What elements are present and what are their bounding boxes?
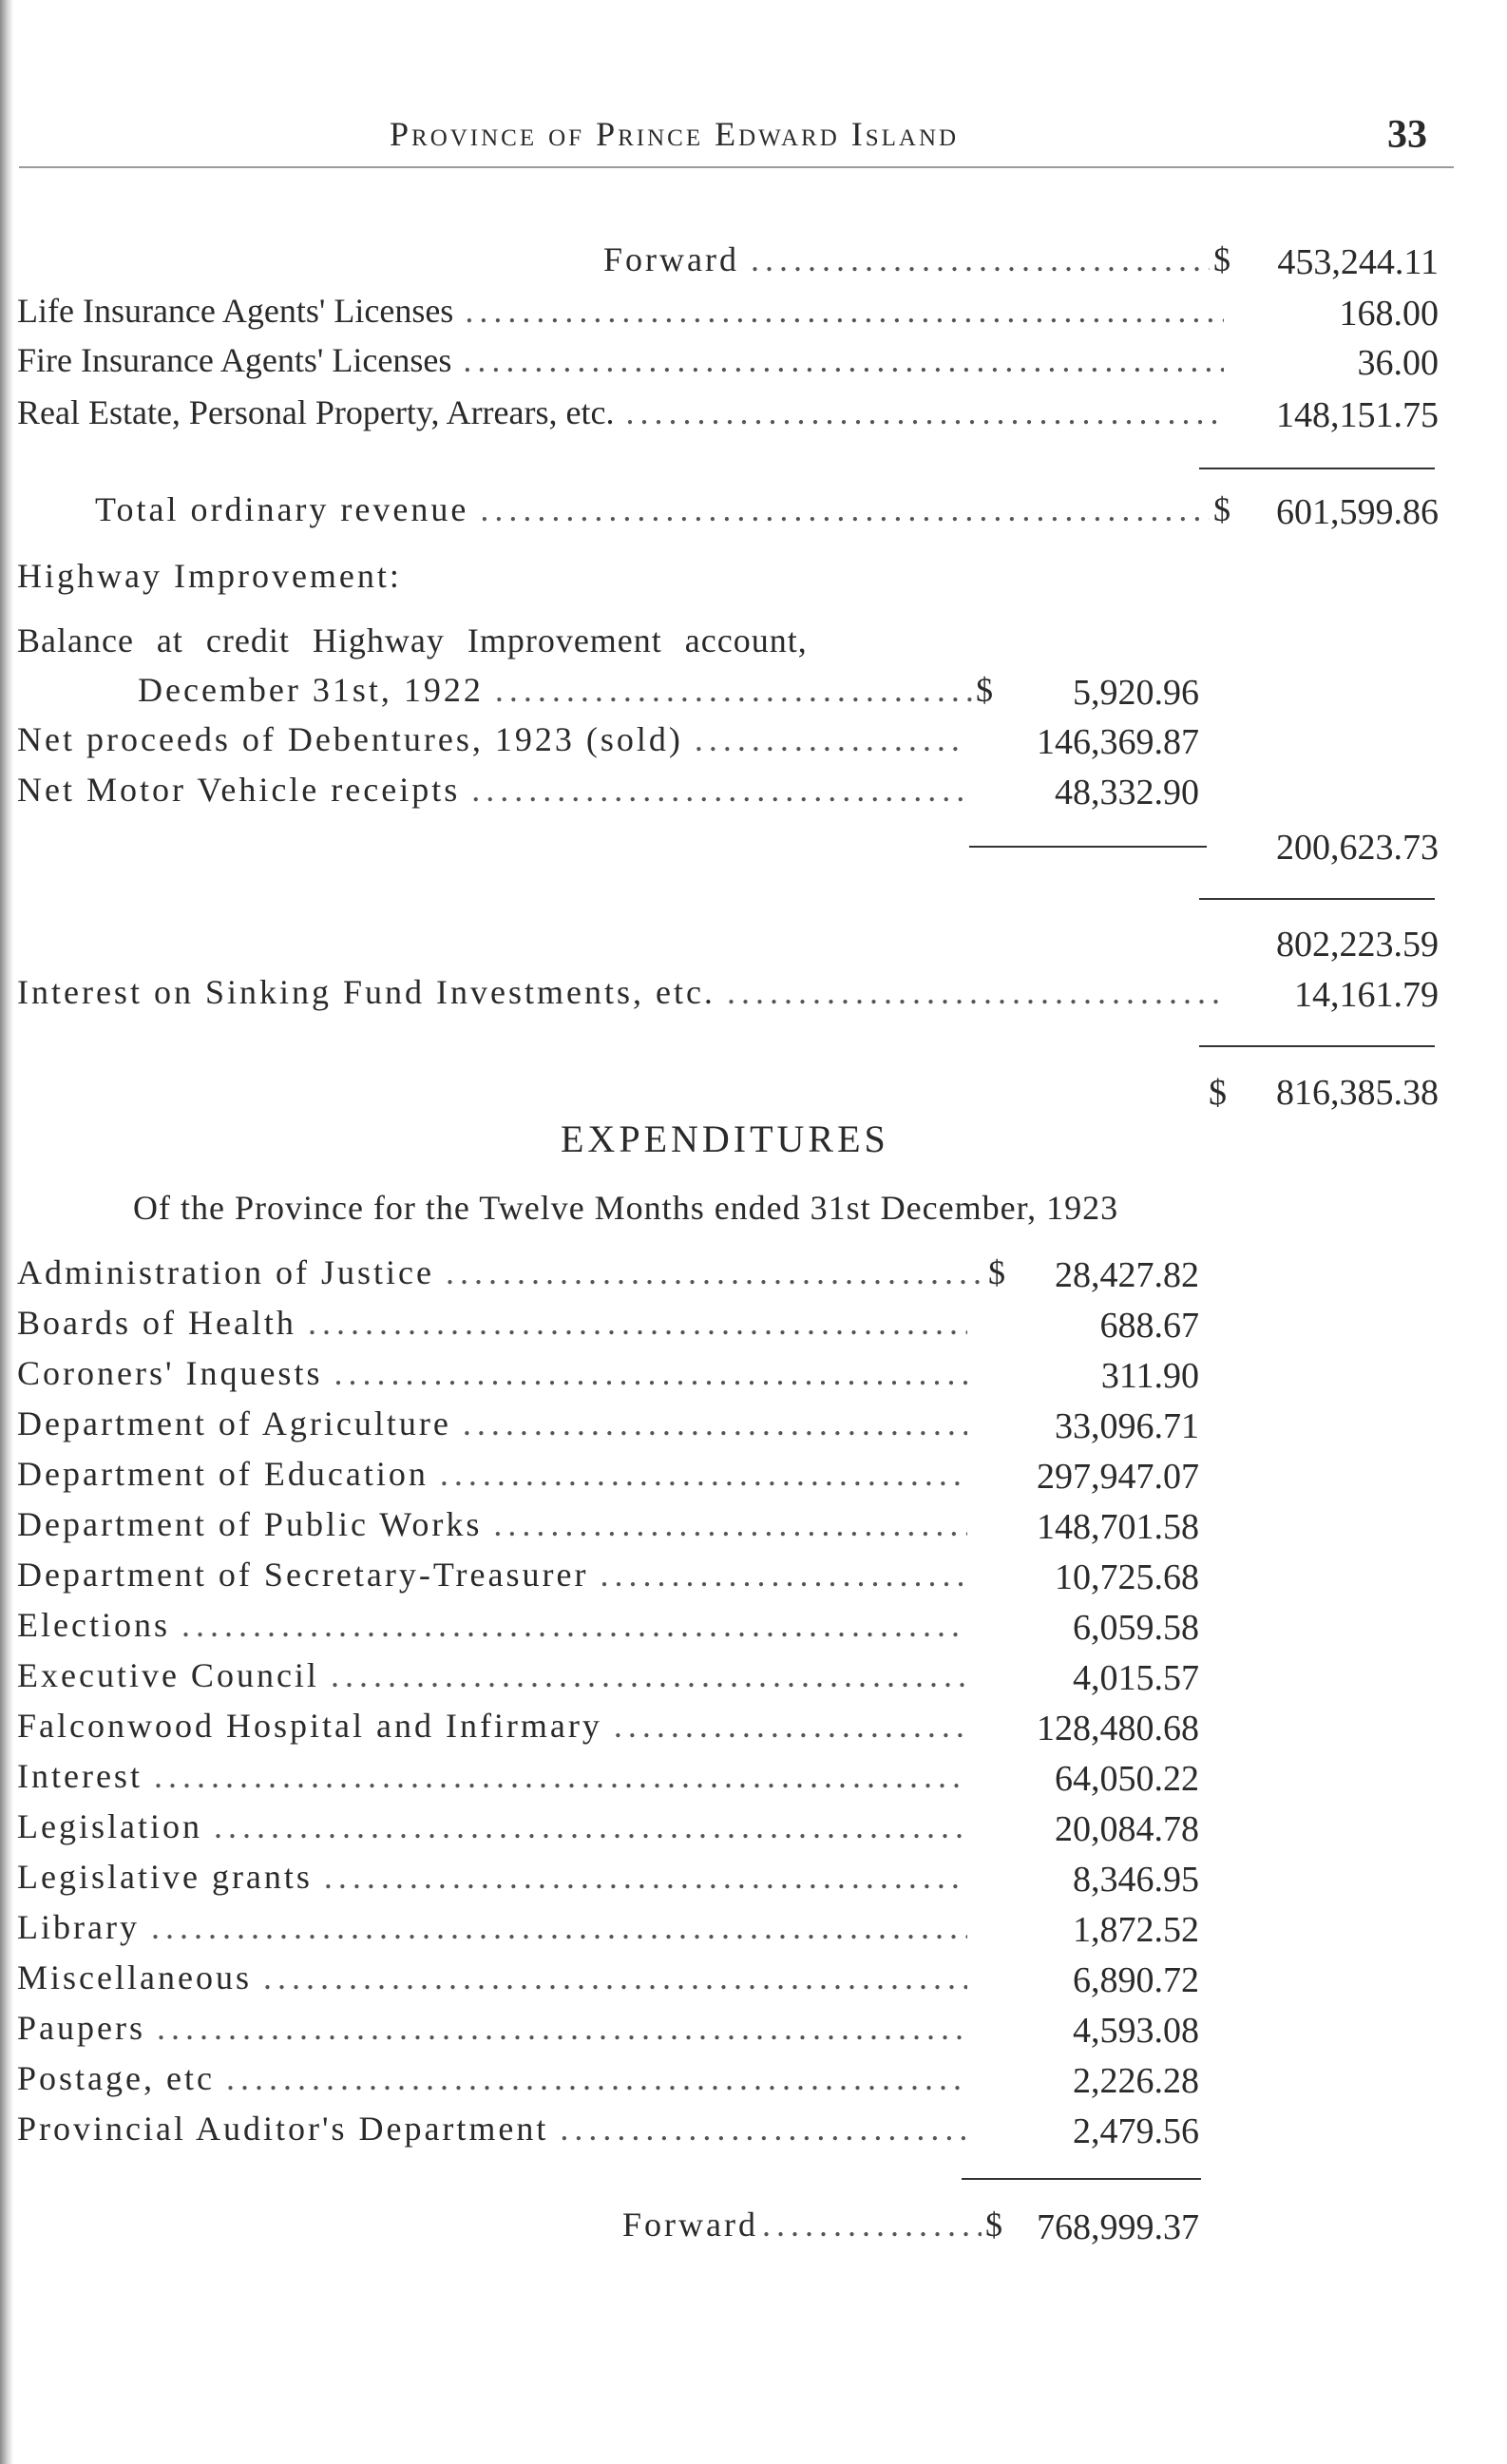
leader-dots <box>560 2109 967 2149</box>
revenue-label: Fire Insurance Agents' Licenses <box>17 341 452 379</box>
expenditure-label: Department of Secretary-Treasurer <box>17 1556 589 1594</box>
expenditure-label: Boards of Health <box>17 1304 296 1342</box>
leader-dots <box>263 1958 967 1997</box>
expenditure-amount: 148,701.58 <box>1037 1507 1199 1547</box>
expenditure-amount: 1,872.52 <box>1073 1910 1199 1950</box>
expenditure-label: Falconwood Hospital and Infirmary <box>17 1707 602 1745</box>
expenditure-amount: 4,593.08 <box>1073 2011 1199 2051</box>
page-header-title: Province of Prince Edward Island <box>390 115 960 153</box>
leader-dots <box>331 1655 967 1695</box>
leader-dots <box>181 1605 967 1645</box>
highway-balance-amount: 5,920.96 <box>1073 673 1199 713</box>
revenue-row <box>17 291 1224 334</box>
leader-dots <box>727 972 1224 1012</box>
revenue-forward-label: Forward <box>603 240 739 278</box>
expenditure-label: Elections <box>17 1606 170 1644</box>
expenditure-label: Legislation <box>17 1807 202 1845</box>
sum-rule <box>1199 468 1435 469</box>
expenditure-amount: 297,947.07 <box>1037 1457 1199 1497</box>
highway-debentures-amount: 146,369.87 <box>1037 722 1199 762</box>
leader-dots <box>157 2008 967 2048</box>
highway-subtotal-amount: 200,623.73 <box>1276 828 1439 868</box>
expenditure-row <box>17 2058 967 2102</box>
expenditure-label: Provincial Auditor's Department <box>17 2110 549 2148</box>
expenditure-amount: 28,427.82 <box>1055 1255 1199 1295</box>
revenue-label: Life Insurance Agents' Licenses <box>17 292 454 330</box>
total-ordinary-row <box>95 489 1230 533</box>
interest-amount: 14,161.79 <box>1294 975 1439 1015</box>
grand-total-currency: $ <box>1209 1073 1227 1113</box>
expenditure-amount: 33,096.71 <box>1055 1406 1199 1446</box>
expenditure-label: Executive Council <box>17 1656 319 1694</box>
highway-debentures-label: Net proceeds of Debentures, 1923 (sold) <box>17 720 683 758</box>
leader-dots <box>463 340 1224 380</box>
highway-balance-line1: Balance at credit Highway Improvement account, <box>17 621 808 659</box>
expenditure-amount: 2,226.28 <box>1073 2061 1199 2101</box>
running-total-amount: 802,223.59 <box>1276 925 1439 965</box>
leader-dots <box>226 2058 967 2098</box>
expenditure-amount: 128,480.68 <box>1037 1709 1199 1748</box>
expenditure-amount: 4,015.57 <box>1073 1658 1199 1698</box>
highway-motor-amount: 48,332.90 <box>1055 773 1199 812</box>
expenditure-row <box>17 1404 967 1447</box>
total-ordinary-amount: 601,599.86 <box>1276 492 1439 532</box>
leader-dots <box>214 1806 967 1846</box>
currency-sign: $ <box>1213 490 1230 528</box>
revenue-amount: 148,151.75 <box>1276 395 1439 435</box>
expenditure-amount: 64,050.22 <box>1055 1759 1199 1799</box>
total-ordinary-label: Total ordinary revenue <box>95 490 469 528</box>
currency-sign: $ <box>988 1253 1005 1291</box>
sum-rule <box>1199 1045 1435 1047</box>
leader-dots <box>614 1706 967 1746</box>
expenditure-label: Postage, etc <box>17 2059 215 2097</box>
revenue-forward-row <box>603 239 1230 283</box>
expenditure-label: Department of Education <box>17 1455 429 1493</box>
leader-dots <box>625 392 1224 432</box>
revenue-label: Real Estate, Personal Property, Arrears, etc. <box>17 393 615 431</box>
leader-dots <box>154 1756 967 1796</box>
expenditure-row <box>17 1555 967 1598</box>
leader-dots <box>600 1555 967 1595</box>
revenue-row <box>17 392 1224 436</box>
leader-dots <box>324 1857 967 1897</box>
leader-dots <box>695 719 967 759</box>
expenditure-row <box>17 1857 967 1901</box>
expenditures-forward-amount: 768,999.37 <box>1037 2207 1199 2247</box>
leader-dots <box>465 291 1224 331</box>
expenditure-row <box>17 1706 967 1749</box>
revenue-amount: 168.00 <box>1339 294 1439 334</box>
expenditure-label: Administration of Justice <box>17 1253 434 1291</box>
leader-dots <box>480 489 1210 529</box>
leader-dots <box>151 1907 967 1947</box>
revenue-amount: 36.00 <box>1357 343 1439 383</box>
expenditure-row <box>17 1353 967 1397</box>
leader-dots <box>493 1504 967 1544</box>
revenue-row <box>17 340 1224 384</box>
leader-dots <box>471 770 967 810</box>
expenditure-row <box>17 1303 967 1347</box>
expenditure-label: Coroners' Inquests <box>17 1354 323 1392</box>
expenditure-row <box>17 1655 967 1699</box>
sum-rule <box>1199 898 1435 900</box>
expenditure-amount: 20,084.78 <box>1055 1809 1199 1849</box>
interest-row <box>17 972 1224 1016</box>
expenditure-amount: 10,725.68 <box>1055 1557 1199 1597</box>
leader-dots <box>446 1252 984 1292</box>
currency-sign: $ <box>985 2206 1002 2244</box>
subtotal-rule <box>969 846 1207 848</box>
leader-dots <box>463 1404 967 1443</box>
expenditure-row <box>17 2109 967 2152</box>
expenditure-row <box>17 1504 967 1548</box>
highway-heading: Highway Improvement: <box>17 557 402 595</box>
currency-sign: $ <box>1213 240 1230 278</box>
expenditures-forward-row <box>622 2205 1002 2248</box>
expenditure-row <box>17 1958 967 2001</box>
highway-balance-row <box>138 670 993 714</box>
expenditure-row <box>17 1756 967 1800</box>
expenditures-title: EXPENDITURES <box>561 1117 889 1160</box>
expenditure-amount: 688.67 <box>1099 1306 1199 1346</box>
highway-motor-label: Net Motor Vehicle receipts <box>17 771 461 809</box>
expenditure-amount: 2,479.56 <box>1073 2111 1199 2151</box>
leader-dots <box>751 239 1210 279</box>
header-rule <box>19 166 1454 168</box>
expenditure-row <box>17 1454 967 1498</box>
expenditure-row <box>17 1605 967 1649</box>
expenditure-row <box>17 2008 967 2052</box>
expenditures-forward-label: Forward <box>622 2206 758 2244</box>
expenditure-label: Legislative grants <box>17 1858 313 1896</box>
leader-dots <box>762 2205 982 2244</box>
expenditure-label: Paupers <box>17 2009 145 2047</box>
expenditure-row <box>17 1806 967 1850</box>
leader-dots <box>334 1353 967 1393</box>
expenditure-label: Library <box>17 1908 140 1946</box>
expenditure-row <box>17 1252 1005 1296</box>
revenue-forward-amount: 453,244.11 <box>1277 242 1439 282</box>
expenditure-label: Department of Agriculture <box>17 1404 451 1442</box>
highway-debentures-row <box>17 719 967 763</box>
expenditure-label: Interest <box>17 1757 143 1795</box>
sum-rule <box>962 2178 1201 2180</box>
leader-dots <box>495 670 972 710</box>
expenditure-amount: 6,059.58 <box>1073 1608 1199 1648</box>
page-number: 33 <box>1387 113 1427 157</box>
grand-total-amount: 816,385.38 <box>1276 1073 1439 1113</box>
expenditures-subtitle: Of the Province for the Twelve Months ended 31st December, 1923 <box>133 1189 1119 1227</box>
expenditure-label: Department of Public Works <box>17 1505 483 1543</box>
leader-dots <box>440 1454 967 1494</box>
leader-dots <box>308 1303 967 1343</box>
interest-label: Interest on Sinking Fund Investments, etc. <box>17 973 715 1011</box>
highway-balance-line2: December 31st, 1922 <box>138 671 484 709</box>
expenditure-label: Miscellaneous <box>17 1958 252 1996</box>
highway-motor-row <box>17 770 967 813</box>
expenditure-amount: 6,890.72 <box>1073 1960 1199 2000</box>
expenditure-row <box>17 1907 967 1951</box>
expenditure-amount: 8,346.95 <box>1073 1860 1199 1900</box>
book-spine-shadow <box>0 0 13 2464</box>
expenditure-amount: 311.90 <box>1100 1356 1199 1396</box>
currency-sign: $ <box>976 671 993 709</box>
